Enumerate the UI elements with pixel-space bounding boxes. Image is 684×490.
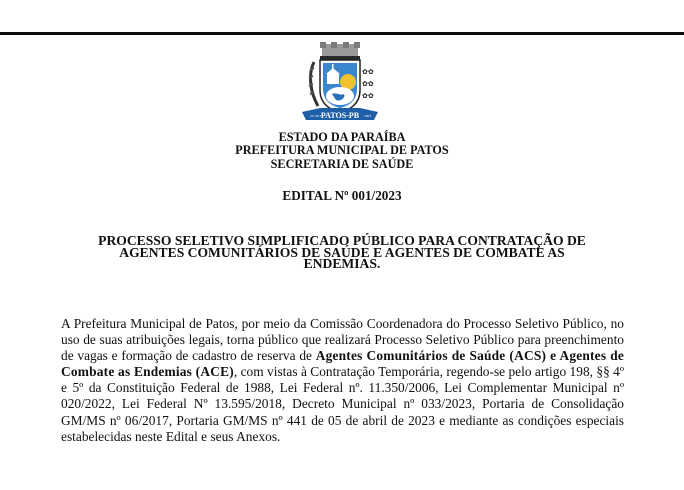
header-rule [0,32,684,35]
svg-text:24 OUT: 24 OUT [310,114,322,118]
department-name: SECRETARIA DE SAÚDE [270,156,414,171]
title-line-3: ENDEMIAS. [303,256,381,272]
city-hall-name: PREFEITURA MUNICIPAL DE PATOS [235,143,449,158]
paragraph-text-2: , com vistas à Contratação Temporária, regendo-se pelo artigo 198, §§ 4º e 5º da Constituição Federal de 1988, Lei Federal nº. 11.350/2006, Lei Complementar Municipal nº 020/2022, Lei Federal Nº 13.595/2018, Decreto Municipal nº 033/2023, Portaria de Consolidação GM/MS nº 06/2017, Portaria GM/MS nº 441 de 05 de abril de 2023 e mediante as condições especiais estabelecidas neste Edital e seus Anexos. [61,364,624,444]
paragraph-bold-roles: Agentes Comunitários de Saúde (ACS) e Agentes de Combate as Endemias (ACE) [61,348,624,380]
intro-paragraph [61,316,624,445]
title-line-2: AGENTES COMUNITÁRIOS DE SAÚDE E AGENTES DE COMBATE AS [119,244,565,260]
svg-text:PATOS-PB: PATOS-PB [320,111,360,120]
svg-text:✿✿: ✿✿ [362,80,374,88]
edital-number: EDITAL Nº 001/2023 [282,188,402,203]
svg-text:✿✿: ✿✿ [362,68,374,76]
institution-header [0,131,684,171]
state-name: ESTADO DA PARAÍBA [278,130,406,144]
title-line-1: PROCESSO SELETIVO SIMPLIFICADO PÚBLICO PARA CONTRATAÇÃO DE [98,233,586,248]
paragraph-text-1: A Prefeitura Municipal de Patos, por meio da Comissão Coordenadora do Processo Seletivo Público, no uso de suas atribuições legais, torna público que realizará Processo Seletivo Público para preenchimento de vagas e formação de cadastro de reserva de [61,316,624,364]
svg-text:✿✿: ✿✿ [362,92,374,100]
crest-graphic [290,42,390,124]
svg-text:1903: 1903 [364,114,371,118]
document-title [70,235,614,270]
coat-of-arms-icon [290,42,390,124]
